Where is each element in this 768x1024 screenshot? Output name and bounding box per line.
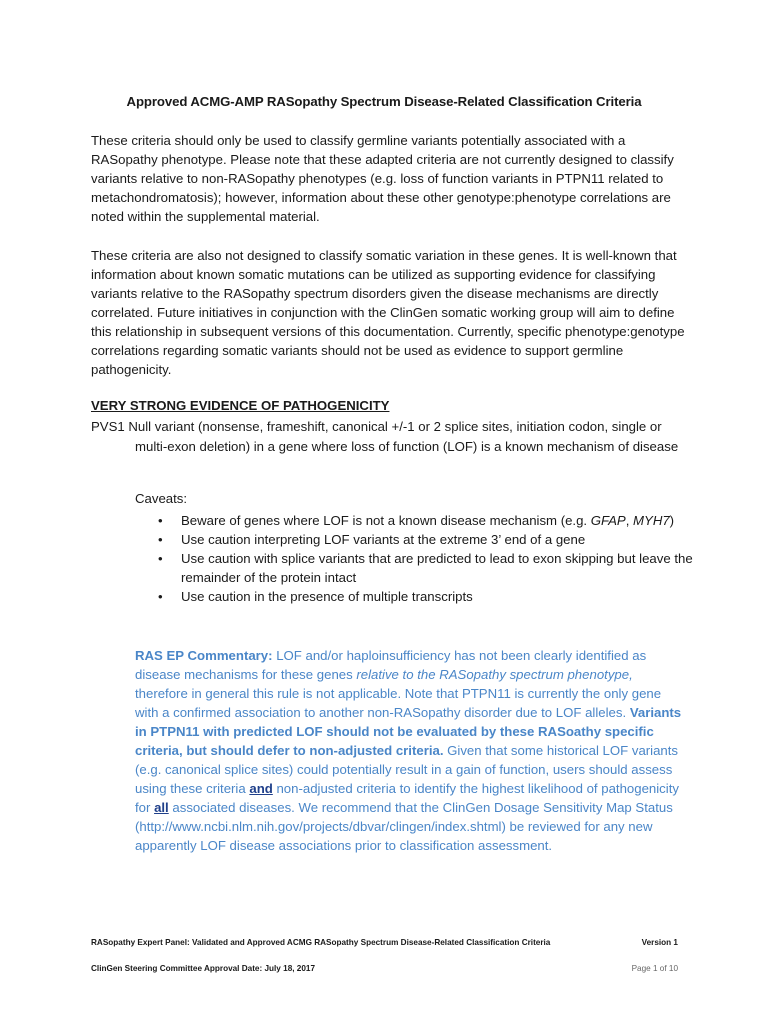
emphasis-all: all <box>154 800 169 815</box>
footer-version: Version 1 <box>641 938 678 947</box>
commentary-emphasis: Variants in PTPN11 with predicted LOF should not be evaluated by these RASoathy specific criteria, but should defer to non-adjusted criteria. <box>135 705 682 758</box>
pvs1-criterion <box>91 417 681 456</box>
list-item: • Use caution in the presence of multiple transcripts <box>158 589 473 604</box>
page-title: Approved ACMG-AMP RASopathy Spectrum Disease-Related Classification Criteria <box>126 94 642 109</box>
somatic-paragraph: These criteria are also not designed to classify somatic variation in these genes. It is well-known that information about known somatic mutations can be utilized as supporting evidence for classifying variants relative to the RASopathy spectrum disorders given the disease mechanisms are directly correlated. Future initiatives in conjunction with the ClinGen somatic working group will aim to define this relationship in subsequent versions of this documentation. Currently, specific phenotype:genotype correlations regarding somatic variants should not be used as evidence to support germline pathogenicity. <box>91 248 685 377</box>
page-number: Page 1 of 10 <box>631 964 678 973</box>
bullet-icon: • <box>158 513 163 528</box>
footer-approval-date: ClinGen Steering Committee Approval Date: July 18, 2017 <box>91 964 316 973</box>
ras-ep-commentary: RAS EP Commentary: LOF and/or haploinsufficiency has not been clearly identified as disease mechanisms for these genes relative to the RASopathy spectrum phenotype, therefore in general this rule is not applicable. Note that PTPN11 is currently the only gene with a confirmed association to another non-RASopathy disorder due to LOF alleles. Variants in PTPN11 with predicted LOF should not be evaluated by these RASoathy specific criteria, but should defer to non-adjusted criteria. Given that some historical LOF variants (e.g. canonical splice sites) could potentially result in a gain of function, users should assess using these criteria and non-adjusted criteria to identify the highest likelihood of pathogenicity for all associated diseases. We recommend that the ClinGen Dosage Sensitivity Map Status (http://www.ncbi.nlm.nih.gov/projects/dbvar/clingen/index.shtml) be reviewed for any new apparently LOF disease associations prior to classification assessment. <box>135 648 682 853</box>
bullet-icon: • <box>158 532 163 547</box>
list-item: • Beware of genes where LOF is not a known disease mechanism (e.g. GFAP, MYH7) <box>158 513 675 528</box>
list-item: • Use caution interpreting LOF variants at the extreme 3’ end of a gene <box>158 532 586 547</box>
emphasis-and: and <box>249 781 273 796</box>
intro-paragraph: These criteria should only be used to classify germline variants potentially associated with a RASopathy phenotype. Please note that these adapted criteria are not currently designed to classify variants relative to non-RASopathy phenotypes (e.g. loss of function variants in PTPN11 related to metachondromatosis); however, information about these other genotype:phenotype correlations are noted within the supplemental material. <box>91 133 674 224</box>
commentary-label: RAS EP Commentary: <box>135 648 273 663</box>
pvs1-text: PVS1 Null variant (nonsense, frameshift, canonical +/-1 or 2 splice sites, initiation codon, single or multi-exon deletion) in a gene where loss of function (LOF) is a known mechanism of disease <box>91 419 679 454</box>
bullet-icon: • <box>158 589 163 604</box>
list-item: • Use caution with splice variants that are predicted to lead to exon skipping but leave the remainder of the protein intact <box>158 551 693 585</box>
caveats-label: Caveats: <box>135 491 188 506</box>
section-heading: VERY STRONG EVIDENCE OF PATHOGENICITY <box>91 398 390 413</box>
footer-title: RASopathy Expert Panel: Validated and Approved ACMG RASopathy Spectrum Disease-Related Classification Criteria <box>91 938 551 947</box>
caveats-list <box>135 511 695 606</box>
bullet-icon: • <box>158 551 163 566</box>
